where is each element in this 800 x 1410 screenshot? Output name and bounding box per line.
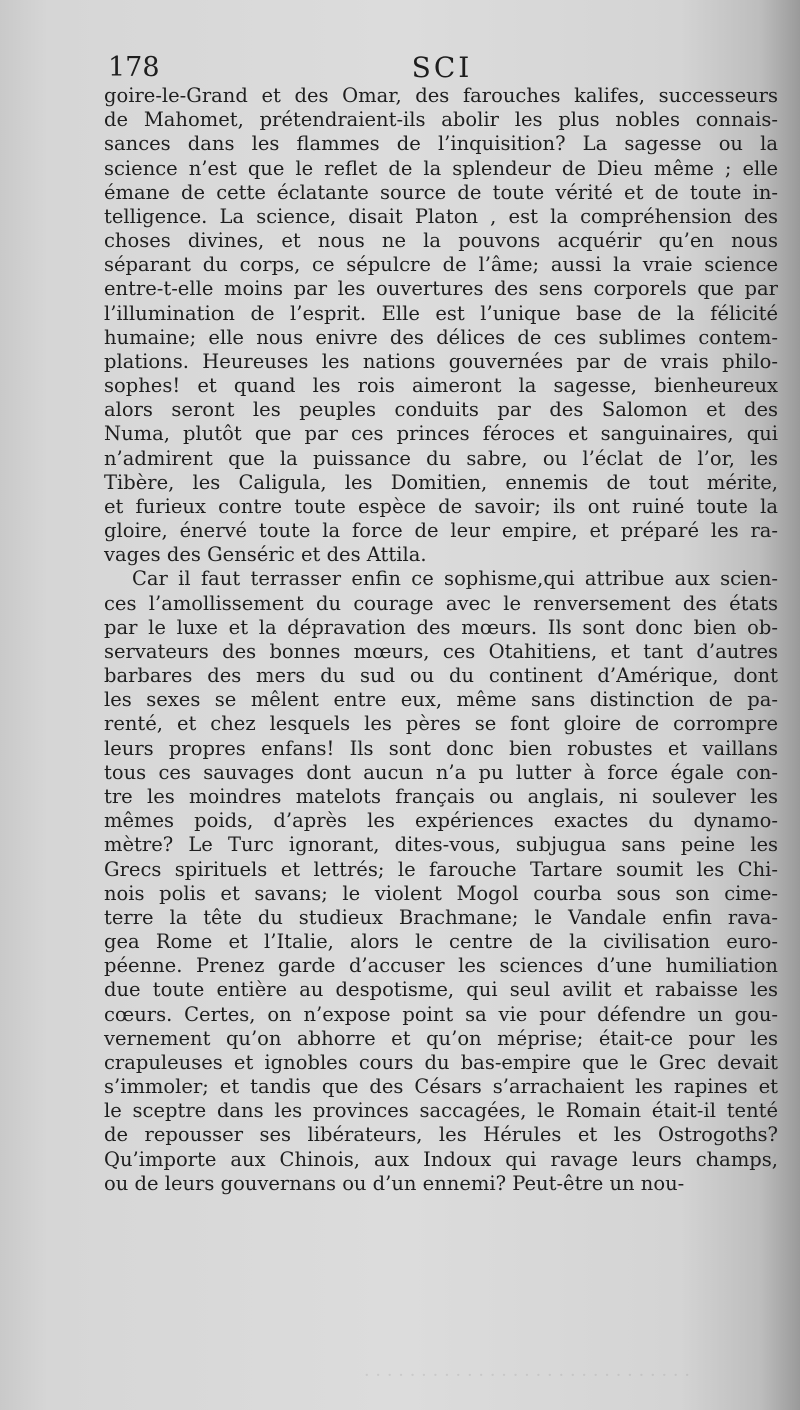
text-line: cœurs. Certes, on n’expose point sa vie pour défendre un gou- xyxy=(104,1002,778,1026)
text-line: et furieux contre toute espèce de savoir; ils ont ruiné toute la xyxy=(104,494,778,518)
text-line: leurs propres enfans! Ils sont donc bien robustes et vaillans xyxy=(104,736,778,760)
body-text xyxy=(104,84,778,1196)
text-line: vernement qu’on abhorre et qu’on méprise; était-ce pour les xyxy=(104,1026,778,1050)
text-line: servateurs des bonnes mœurs, ces Otahitiens, et tant d’autres xyxy=(104,639,778,663)
text-line: mètre? Le Turc ignorant, dites-vous, subjugua sans peine les xyxy=(104,833,778,857)
text-line: due toute entière au despotisme, qui seul avilit et rabaisse les xyxy=(104,978,778,1002)
text-line: nois polis et savans; le violent Mogol courba sous son cime- xyxy=(104,881,778,905)
text-line: le sceptre dans les provinces saccagées, le Romain était-il tenté xyxy=(104,1099,778,1123)
text-line: ou de leurs gouvernans ou d’un ennemi? Peut-être un nou- xyxy=(104,1171,685,1195)
text-line: terre la tête du studieux Brachmane; le Vandale enfin rava- xyxy=(104,905,778,929)
text-line: séparant du corps, ce sépulcre de l’âme; aussi la vraie science xyxy=(104,253,778,277)
text-line: s’immoler; et tandis que des Césars s’arrachaient les rapines et xyxy=(104,1075,778,1099)
text-line: gea Rome et l’Italie, alors le centre de la civilisation euro- xyxy=(104,930,778,954)
text-line: mêmes poids, d’après les expériences exactes du dynamo- xyxy=(104,809,778,833)
text-line: science n’est que le reflet de la splendeur de Dieu même ; elle xyxy=(104,156,778,180)
bleed-through-texture: · · · · · · · · · · · · · · · · · · · · · · · · · · · · · xyxy=(363,1365,690,1386)
text-line: renté, et chez lesquels les pères se font gloire de corrompre xyxy=(104,712,778,736)
text-line: Grecs spirituels et lettrés; le farouche Tartare soumit les Chi- xyxy=(104,857,778,881)
text-line: plations. Heureuses les nations gouvernées par de vrais philo- xyxy=(104,349,778,373)
text-line: par le luxe et la dépravation des mœurs. Ils sont donc bien ob- xyxy=(104,615,778,639)
text-line: Numa, plutôt que par ces princes féroces et sanguinaires, qui xyxy=(104,422,778,446)
text-line: émane de cette éclatante source de toute vérité et de toute in- xyxy=(104,180,778,204)
text-line: telligence. La science, disait Platon , est la compréhension des xyxy=(104,204,778,228)
text-line: alors seront les peuples conduits par des Salomon et des xyxy=(104,398,778,422)
text-line: ces l’amollissement du courage avec le renversement des états xyxy=(104,591,778,615)
text-line: vages des Genséric et des Attila. xyxy=(104,543,427,567)
running-head: SCI xyxy=(411,51,473,84)
text-line: sophes! et quand les rois aimeront la sagesse, bienheureux xyxy=(104,374,778,398)
text-line: tre les moindres matelots français ou anglais, ni soulever les xyxy=(104,784,778,808)
text-line: Tibère, les Caligula, les Domitien, ennemis de tout mérite, xyxy=(104,470,778,494)
text-line: goire-le-Grand et des Omar, des farouches kalifes, successeurs xyxy=(104,84,778,107)
text-line: les sexes se mêlent entre eux, même sans distinction de pa- xyxy=(104,688,778,712)
text-line: Car il faut terrasser enfin ce sophisme,qui attribue aux scien- xyxy=(132,567,778,591)
text-line: gloire, énervé toute la force de leur empire, et préparé les ra- xyxy=(104,519,778,543)
text-line: tous ces sauvages dont aucun n’a pu lutter à force égale con- xyxy=(104,760,778,784)
text-line: entre-t-elle moins par les ouvertures des sens corporels que par xyxy=(104,277,778,301)
text-line: barbares des mers du sud ou du continent d’Amérique, dont xyxy=(104,664,778,688)
text-line: sances dans les flammes de l’inquisition? La sagesse ou la xyxy=(104,132,778,156)
text-line: humaine; elle nous enivre des délices de ces sublimes contem- xyxy=(104,325,778,349)
page-number: 178 xyxy=(108,52,160,83)
text-line: crapuleuses et ignobles cours du bas-empire que le Grec devait xyxy=(104,1050,778,1074)
text-line: Qu’importe aux Chinois, aux Indoux qui ravage leurs champs, xyxy=(104,1147,778,1171)
paragraph xyxy=(104,567,778,1195)
text-line: de Mahomet, prétendraient-ils abolir les plus nobles connais- xyxy=(104,108,778,132)
text-line: choses divines, et nous ne la pouvons acquérir qu’en nous xyxy=(104,229,778,253)
paragraph xyxy=(104,84,778,567)
text-line: n’admirent que la puissance du sabre, ou l’éclat de l’or, les xyxy=(104,446,778,470)
page-header xyxy=(108,48,776,88)
text-line: l’illumination de l’esprit. Elle est l’unique base de la félicité xyxy=(104,301,778,325)
text-line: péenne. Prenez garde d’accuser les sciences d’une humiliation xyxy=(104,954,778,978)
text-line: de repousser ses libérateurs, les Hérules et les Ostrogoths? xyxy=(104,1123,778,1147)
